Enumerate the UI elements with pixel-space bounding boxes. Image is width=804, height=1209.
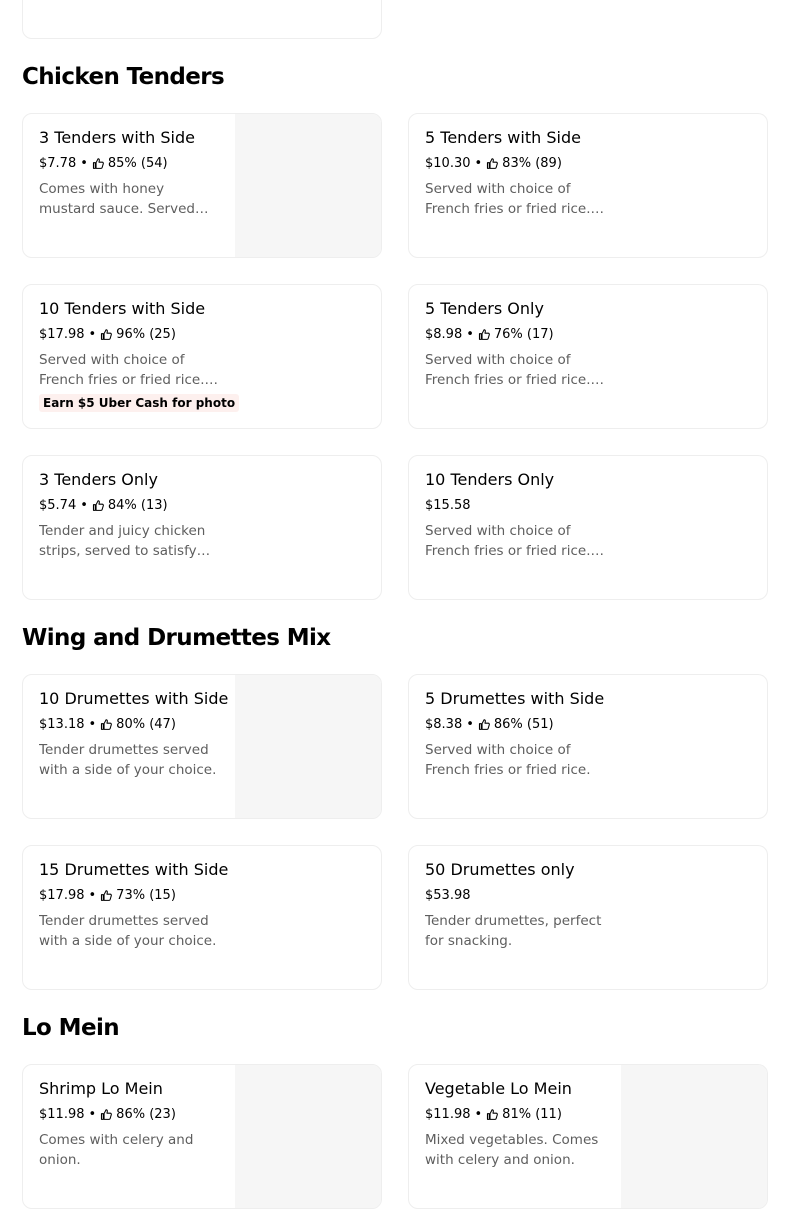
meta-separator: • [88, 327, 97, 342]
thumbs-up-icon [486, 157, 499, 170]
meta-separator: • [474, 156, 483, 171]
item-description: Served with choice of French fries or fried rice. [425, 181, 591, 217]
section-title: Wing and Drumettes Mix [22, 625, 331, 651]
item-price: $11.98 [39, 1107, 85, 1122]
item-rating: 86% (51) [493, 717, 554, 732]
meta-separator: • [88, 717, 97, 732]
thumbs-up-icon [92, 157, 105, 170]
item-description: Comes with celery and onion. [39, 1132, 194, 1168]
item-rating: 85% (54) [107, 156, 168, 171]
item-meta [39, 717, 176, 732]
item-price: $17.98 [39, 888, 85, 903]
item-name: 10 Tenders Only [425, 470, 555, 489]
meta-separator: • [466, 327, 474, 342]
item-description: Tender drumettes served with a side of your choice. [39, 913, 217, 949]
item-meta [39, 498, 168, 513]
thumbs-up-icon [486, 1108, 499, 1121]
item-description: Comes with honey mustard sauce. Served [39, 181, 195, 217]
item-rating: 84% (13) [107, 498, 168, 513]
item-price: $10.30 [425, 156, 471, 171]
item-meta [425, 1107, 562, 1122]
menu-item-card[interactable] [408, 284, 768, 429]
item-price: $11.98 [425, 1107, 471, 1122]
menu-item-card[interactable] [408, 113, 768, 258]
item-rating: 83% (89) [502, 156, 562, 171]
meta-separator: • [466, 717, 474, 732]
item-description: Tender drumettes, perfect for snacking. [425, 913, 602, 949]
section-title: Chicken Tenders [22, 64, 225, 90]
item-meta [39, 327, 176, 342]
section-title: Lo Mein [22, 1015, 120, 1041]
item-name: 5 Drumettes with Side [425, 689, 605, 708]
menu-item-card[interactable] [22, 113, 382, 258]
item-description: Served with choice of French fries or fried rice. [39, 352, 205, 388]
thumbs-up-icon [100, 1108, 113, 1121]
promo-badge: Earn $5 Uber Cash for photo [39, 394, 239, 412]
meta-separator: • [88, 1107, 97, 1122]
item-meta [425, 156, 562, 171]
menu-item-card[interactable] [22, 1064, 382, 1209]
item-price: $53.98 [425, 888, 471, 903]
item-name: Vegetable Lo Mein [425, 1079, 572, 1098]
item-price: $17.98 [39, 327, 85, 342]
item-image [235, 1065, 381, 1208]
menu-item-card[interactable] [408, 455, 768, 600]
menu-item-card[interactable] [22, 845, 382, 990]
thumbs-up-icon [92, 499, 105, 512]
thumbs-up-icon [478, 328, 491, 341]
menu-item-card[interactable] [408, 0, 768, 39]
item-name: 5 Tenders Only [425, 299, 544, 318]
item-name: Shrimp Lo Mein [39, 1079, 163, 1098]
item-description: Mixed vegetables. Comes with celery and onion. [425, 1132, 599, 1168]
menu-item-card[interactable] [408, 1064, 768, 1209]
item-image [235, 675, 381, 818]
item-description: Tender drumettes served with a side of your choice. [39, 742, 217, 778]
item-description: Served with choice of French fries or fried rice. [425, 742, 591, 778]
item-description: Served with choice of French fries or fried rice. [425, 523, 591, 559]
item-name: 50 Drumettes only [425, 860, 575, 879]
item-description: Served with choice of French fries or fried rice. [425, 352, 591, 388]
item-rating: 76% (17) [493, 327, 554, 342]
item-rating: 86% (23) [116, 1107, 176, 1122]
item-name: 3 Tenders with Side [39, 128, 195, 147]
thumbs-up-icon [100, 328, 113, 341]
item-meta [39, 156, 168, 171]
item-price: $7.78 [39, 156, 77, 171]
item-price: $8.98 [425, 327, 463, 342]
item-image [235, 114, 381, 257]
item-meta [39, 1107, 176, 1122]
thumbs-up-icon [100, 718, 113, 731]
meta-separator: • [80, 156, 88, 171]
item-meta [425, 717, 554, 732]
item-rating: 80% (47) [116, 717, 176, 732]
item-price: $13.18 [39, 717, 85, 732]
menu-item-card[interactable] [408, 674, 768, 819]
item-rating: 73% (15) [116, 888, 176, 903]
menu-item-card[interactable] [22, 674, 382, 819]
meta-separator: • [80, 498, 88, 513]
item-price: $8.38 [425, 717, 463, 732]
item-price: $5.74 [39, 498, 77, 513]
item-image [621, 1065, 767, 1208]
menu-item-card[interactable] [408, 845, 768, 990]
menu-item-card[interactable] [22, 284, 382, 429]
item-meta [425, 888, 471, 903]
item-name: 3 Tenders Only [39, 470, 158, 489]
item-rating: 81% (11) [502, 1107, 562, 1122]
item-meta [39, 888, 176, 903]
thumbs-up-icon [100, 889, 113, 902]
item-price: $15.58 [425, 498, 471, 513]
meta-separator: • [474, 1107, 483, 1122]
item-name: 10 Drumettes with Side [39, 689, 229, 708]
meta-separator: • [88, 888, 97, 903]
item-rating: 96% (25) [116, 327, 176, 342]
thumbs-up-icon [478, 718, 491, 731]
menu-item-card[interactable] [22, 455, 382, 600]
item-meta [425, 498, 471, 513]
item-description: Tender and juicy chicken strips, served to satisfy [39, 523, 206, 559]
item-meta [425, 327, 554, 342]
item-name: 5 Tenders with Side [425, 128, 581, 147]
item-name: 15 Drumettes with Side [39, 860, 229, 879]
item-name: 10 Tenders with Side [39, 299, 206, 318]
menu-item-card[interactable] [22, 0, 382, 39]
